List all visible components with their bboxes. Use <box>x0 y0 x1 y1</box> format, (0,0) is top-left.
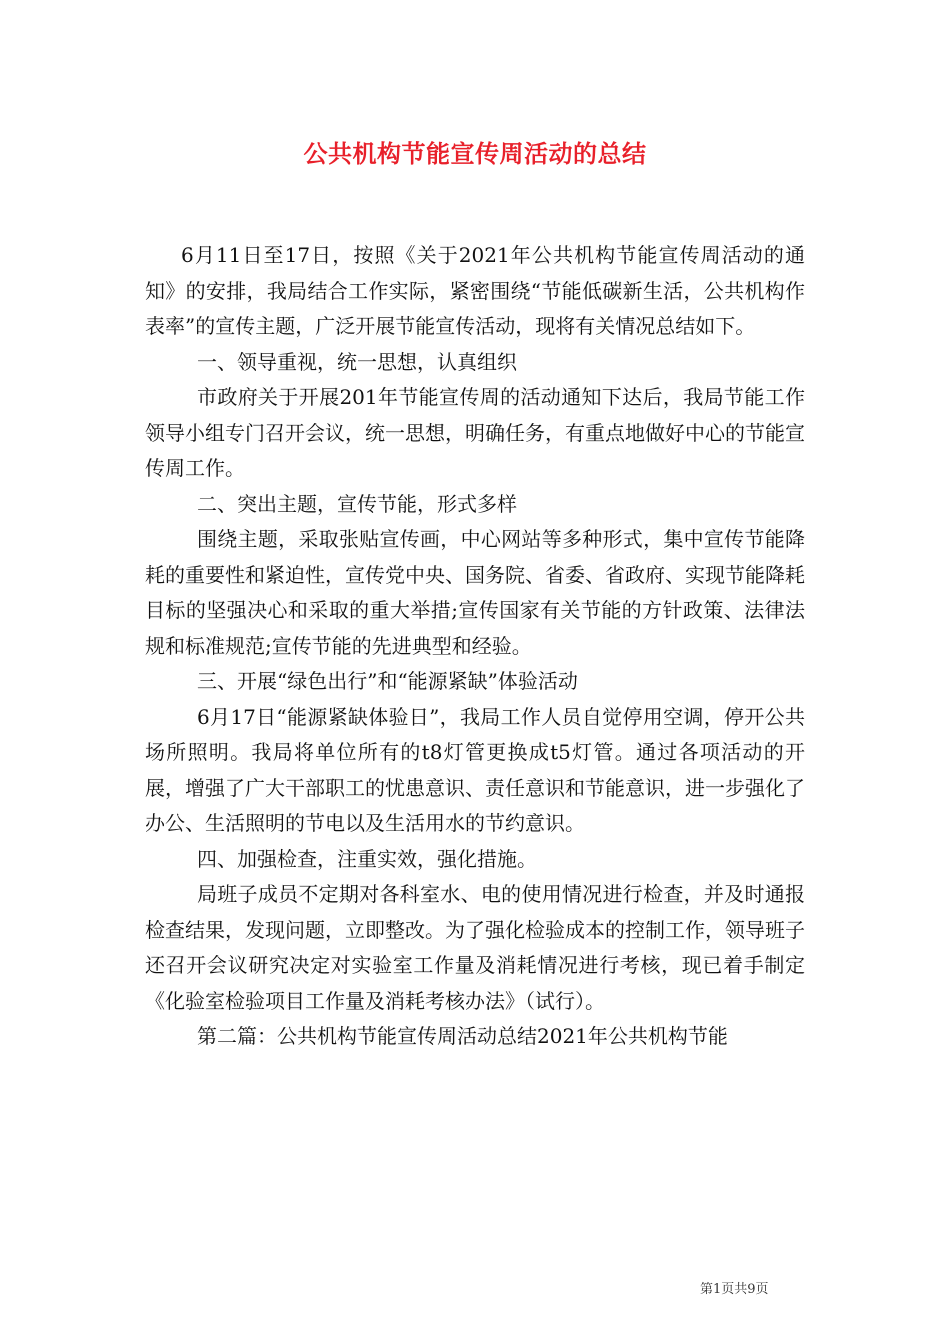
section-heading-1: 一、领导重视，统一思想，认真组织 <box>197 349 517 374</box>
document-body <box>145 238 805 1055</box>
paragraph-section-3: 6月17日“能源紧缺体验日”，我局工作人员自觉停用空调，停开公共场所照明。我局将单位所有的t8灯管更换成t5灯管。通过各项活动的开展，增强了广大干部职工的忧患意识、责任意识和节能意识，进一步强化了办公、生活照明的节电以及生活用水的节约意识。 <box>145 704 805 835</box>
paragraph-intro: 6月11日至17日，按照《关于2021年公共机构节能宣传周活动的通知》的安排，我局结合工作实际，紧密围绕“节能低碳新生活，公共机构作表率”的宣传主题，广泛开展节能宣传活动，现将有关情况总结如下。 <box>145 243 805 338</box>
paragraph-section-4: 局班子成员不定期对各科室水、电的使用情况进行检查，并及时通报检查结果，发现问题，立即整改。为了强化检验成本的控制工作，领导班子还召开会议研究决定对实验室工作量及消耗情况进行考核，现已着手制定《化验室检验项目工作量及消耗考核办法》（试行）。 <box>145 882 805 1013</box>
paragraph-second-article: 第二篇：公共机构节能宣传周活动总结2021年公共机构节能 <box>197 1024 728 1048</box>
paragraph-section-2: 围绕主题，采取张贴宣传画，中心网站等多种形式，集中宣传节能降耗的重要性和紧迫性，宣传党中央、国务院、省委、省政府、实现节能降耗目标的坚强决心和采取的重大举措;宣传国家有关节能的方针政策、法律法规和标准规范;宣传节能的先进典型和经验。 <box>145 527 805 658</box>
paragraph-section-1: 市政府关于开展201年节能宣传周的活动通知下达后，我局节能工作领导小组专门召开会议，统一思想，明确任务，有重点地做好中心的节能宣传周工作。 <box>145 385 805 480</box>
document-title: 公共机构节能宣传周活动的总结 <box>303 140 647 168</box>
section-heading-3: 三、开展“绿色出行”和“能源紧缺”体验活动 <box>197 669 578 693</box>
page-number: 第1页共9页 <box>700 1282 769 1297</box>
section-heading-4: 四、加强检查，注重实效，强化措施。 <box>197 846 537 871</box>
section-heading-2: 二、突出主题，宣传节能，形式多样 <box>197 491 517 516</box>
